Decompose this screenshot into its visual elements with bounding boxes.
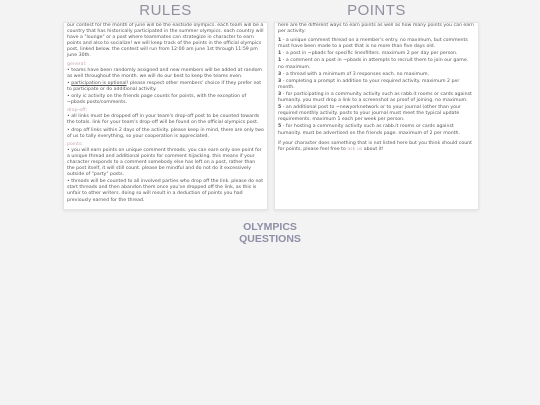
points-intro: here are the different ways to earn points as well as how many points you can earn per activity: <box>278 23 474 35</box>
general-rule-1: • teams have been randomly assigned and new members will be added at random as well throughout the month. we will do our best to keep the teams even. <box>67 67 263 79</box>
rules-heading: RULES <box>139 2 192 19</box>
points-item-num: 1 <box>278 51 282 57</box>
participation-optional-link[interactable]: participation is optional <box>71 80 127 86</box>
points-item <box>278 124 475 136</box>
points-item <box>278 51 475 57</box>
points-item <box>278 58 475 70</box>
points-item-text: - for hosting a community activity such as rabb.it rooms or cards against humanity. must be advertised on the friends page. maximum of 2 per month. <box>278 124 461 136</box>
points-item-num: 1 <box>278 58 282 64</box>
points-item-num: 1 <box>278 38 282 44</box>
points-item <box>278 72 475 78</box>
rules-intro: our contest for the month of june will be the eastside olympics. each team will be a country that has historically participated in the summer olympics. each country will have a "lounge" or a post where teammates can strategize in character to earn points and also to socialize! we will keep track of the points in the official olympics post, linked below. the contest will run from 12:00 am june 1st through 11:59 pm june 30th. <box>67 23 264 59</box>
points-item-num: 3 <box>278 78 282 84</box>
points-item-num: 3 <box>278 91 282 97</box>
points-item <box>278 38 475 50</box>
points-item <box>278 92 475 104</box>
points-outro-prefix: if your character does something that is not listed here but you think should count for points, please feel free to <box>278 140 472 152</box>
points-item-text: - for participating in a community activity such as rabb.it rooms or cards against humanity. you must drop a link to a screenshot as proof of joining. no maximum. <box>278 91 472 104</box>
points-item-text: - a thread with a minimum of 3 responses each. no maximum. <box>281 71 430 77</box>
points-rule-1: • you will earn points on unique comment threads. you can earn only one point for a unique thread and additional points for comment hijacking. this means if your character responds to a comment somebody else has left on a post, rather than the post itself, it will still count. please be mindful and do not do it excessively outside of "party" posts. <box>67 147 262 178</box>
points-item <box>278 79 475 91</box>
points-item-num: 5 <box>278 124 282 130</box>
points-item-text: - a comment on a post in ~pbads in attempts to recruit them to join our game. no maximum. <box>278 58 469 70</box>
dropoff-rule-1: • all links must be dropped off in your team's drop-off post to be counted towards the totals. link for your team's drop-off will be found on the official olympics post. <box>67 114 260 126</box>
general-rule-2-suffix: ! please respect other members' choice if they prefer not to participate or do additional activity. <box>67 80 262 92</box>
points-panel <box>274 22 479 210</box>
dropoff-heading: drop-off: <box>67 108 88 114</box>
points-item-num: 3 <box>278 71 282 77</box>
ask-us-link[interactable]: ask us <box>347 146 363 152</box>
points-rule-2: • threads will be counted to all involved parties who drop off the link. please do not start threads and then abandon them once you've dropped off the link, as this is unfair to other writers. doing so will result in a deduction of points you had previously earned for the thread. <box>67 179 264 203</box>
points-outro-suffix: about it! <box>362 146 384 152</box>
general-rule-2 <box>67 81 264 93</box>
general-rule-3: • only ic activity on the friends page counts for points, with the exception of ~pbads posts/comments. <box>67 94 247 106</box>
points-item-text: - a unique comment thread on a member's entry. no maximum, but comments must have been made to a post that is no more than five days old. <box>278 38 468 50</box>
points-item-num: 5 <box>278 105 282 111</box>
questions-title: QUESTIONS <box>239 233 301 245</box>
points-rules-heading: points: <box>67 141 83 147</box>
olympics-title: OLYMPICS <box>243 221 297 233</box>
points-item-text: - an additional post to ~newyorknetwork or to your journal (other than your required monthly activity. posts to your journal must meet the typical update requirements. maximum 1 each per week per person. <box>278 105 461 123</box>
rules-panel <box>63 22 268 210</box>
points-item <box>278 105 475 123</box>
points-item-text: - completing a prompt in addition to your required activity. maximum 2 per month. <box>278 78 460 90</box>
dropoff-rule-2: • drop off links within 2 days of the activity. please keep in mind, there are only two of us to tally everything, so your cooperation is appreciated. <box>67 127 264 139</box>
points-outro <box>278 141 475 153</box>
points-item-text: - a post in ~pbads for specific linesfilters. maximum 2 per day per person. <box>281 51 458 57</box>
general-rule-2-prefix: • <box>67 80 72 86</box>
points-heading: POINTS <box>347 2 406 19</box>
general-heading: general: <box>67 61 87 67</box>
